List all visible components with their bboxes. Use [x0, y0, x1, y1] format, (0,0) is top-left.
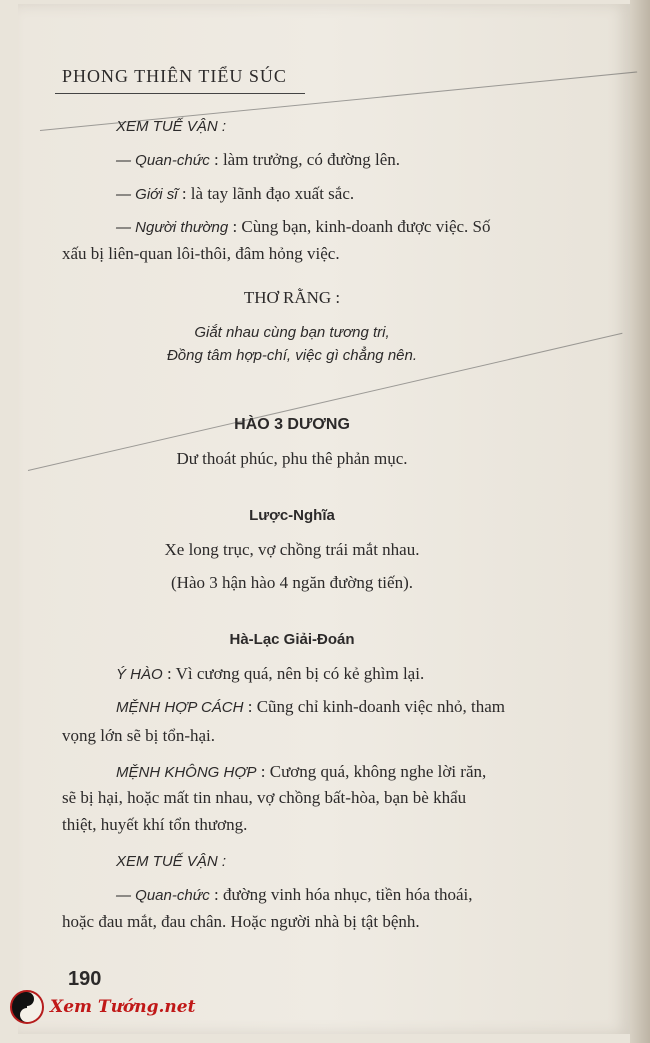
y-hao-label: Ý HÀO	[116, 666, 163, 683]
luoc-nghia-heading: Lược-Nghĩa	[249, 507, 335, 524]
quanchuc-2-text-2: hoặc đau mắt, đau chân. Hoặc người nhà bị tật bệnh.	[62, 912, 420, 931]
nguoithuong	[116, 217, 491, 237]
menh-khong-hop	[116, 762, 486, 782]
y-hao	[116, 664, 424, 684]
luoc-nghia-line-1: Xe long trục, vợ chồng trái mắt nhau.	[164, 540, 420, 559]
header-rule	[55, 93, 305, 94]
ha-lac-heading: Hà-Lạc Giải-Đoán	[229, 631, 355, 648]
nguoithuong-label: — Người thường	[116, 219, 229, 236]
running-header: PHONG THIÊN TIỂU SÚC	[62, 66, 287, 86]
quanchuc-1-label: — Quan-chức	[116, 152, 210, 169]
xem-tue-van-2: XEM TUẾ VẬN :	[116, 853, 227, 870]
menh-hop-cach-label: MỆNH HỢP CÁCH	[116, 699, 244, 716]
quanchuc-2-label: — Quan-chức	[116, 887, 210, 904]
quanchuc-1	[116, 150, 400, 170]
page-number: 190	[68, 968, 102, 990]
watermark-logo	[10, 990, 195, 1024]
menh-khong-hop-text-2: sẽ bị hại, hoặc mất tin nhau, vợ chồng bất-hòa, bạn bè khẩu	[62, 788, 467, 807]
xem-tue-van-1: XEM TUẾ VẬN :	[116, 118, 227, 135]
book-edge	[630, 0, 650, 1043]
quanchuc-2-text: : đường vinh hóa nhục, tiền hóa thoái,	[213, 885, 473, 904]
yin-yang-icon	[10, 990, 44, 1024]
luoc-nghia-line-2: (Hào 3 hận hào 4 ngăn đường tiến).	[171, 573, 413, 592]
menh-khong-hop-label: MỆNH KHÔNG HỢP	[116, 764, 257, 781]
menh-hop-cach-text: : Cũng chỉ kinh-doanh việc nhỏ, tham	[247, 697, 506, 716]
menh-hop-cach-text-2: vọng lớn sẽ bị tổn-hại.	[62, 726, 215, 745]
menh-khong-hop-text: : Cương quá, không nghe lời răn,	[260, 762, 487, 781]
nguoithuong-text-2: xấu bị liên-quan lôi-thôi, đâm hỏng việc.	[62, 244, 340, 263]
tho-rang-heading: THƠ RẰNG :	[243, 288, 341, 307]
nguoithuong-text: : Cùng bạn, kinh-doanh được việc. Số	[232, 217, 491, 236]
quanchuc-1-text: : làm trưởng, có đường lên.	[213, 150, 401, 169]
watermark-text: Xem Tướng.net	[50, 997, 196, 1017]
poem-line-1: Giắt nhau cùng bạn tương tri,	[194, 324, 390, 341]
hao3-heading: HÀO 3 DƯƠNG	[234, 416, 350, 433]
menh-hop-cach	[116, 697, 505, 717]
quanchuc-2	[116, 885, 473, 905]
gioisi	[116, 184, 354, 204]
menh-khong-hop-text-3: thiệt, huyết khí tổn thương.	[62, 815, 248, 834]
hao3-subtitle: Dư thoát phúc, phu thê phản mục.	[176, 449, 408, 468]
poem-line-2: Đồng tâm hợp-chí, việc gì chẳng nên.	[166, 347, 418, 364]
gioisi-label: — Giới sĩ	[116, 186, 178, 203]
gioisi-text: : là tay lãnh đạo xuất sắc.	[181, 184, 355, 203]
y-hao-text: : Vì cương quá, nên bị có kẻ ghìm lại.	[166, 664, 425, 683]
